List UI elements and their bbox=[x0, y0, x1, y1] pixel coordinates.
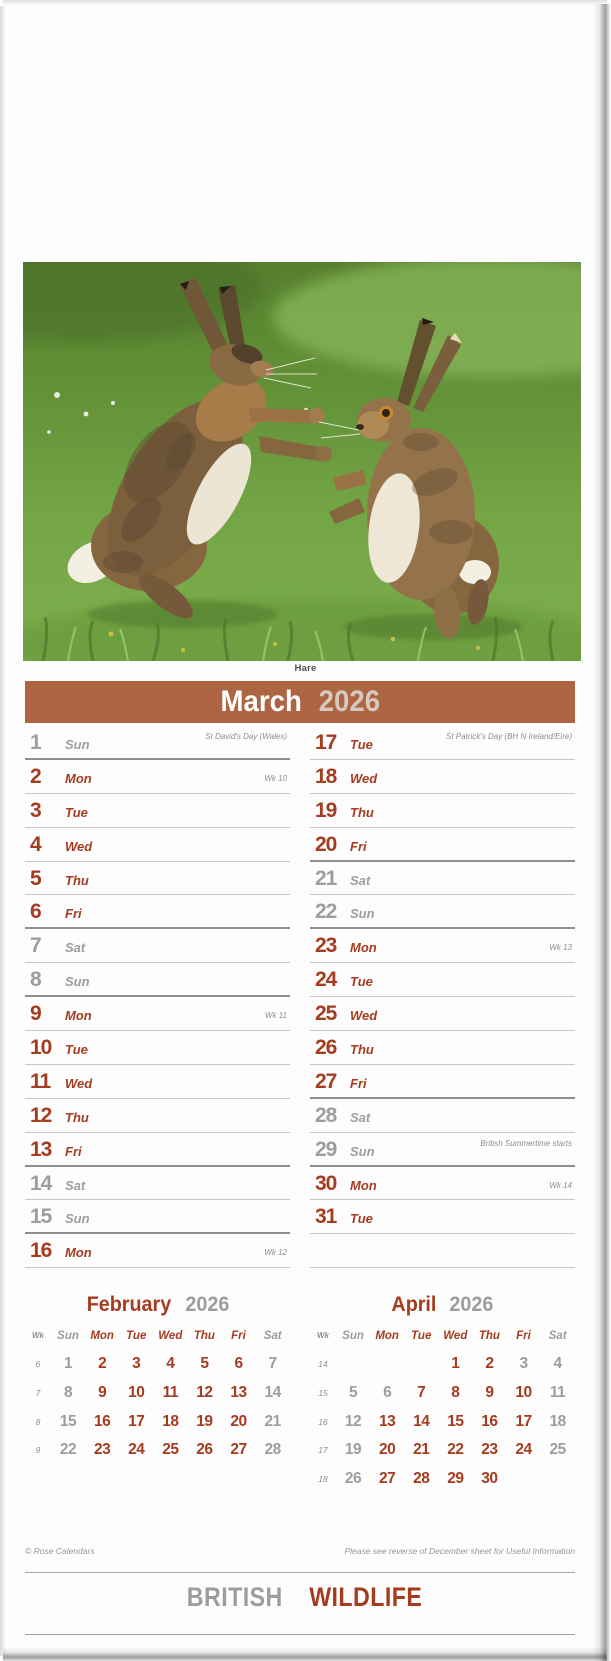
mini-day-cell: 1 bbox=[451, 1355, 460, 1372]
day-row bbox=[25, 862, 290, 896]
day-number: 31 bbox=[315, 1205, 337, 1229]
day-number: 25 bbox=[315, 1002, 337, 1026]
day-annotation: British Summertime starts bbox=[480, 1138, 572, 1148]
day-name: Tue bbox=[350, 1211, 373, 1227]
mini-day-cell: 14 bbox=[413, 1412, 430, 1430]
day-name: Mon bbox=[65, 1245, 92, 1261]
mini-day-cell: 23 bbox=[481, 1441, 498, 1459]
day-name: Thu bbox=[65, 1109, 89, 1125]
mini-week-number: 15 bbox=[318, 1387, 328, 1398]
day-row bbox=[25, 1133, 290, 1167]
mini-day-cell: 23 bbox=[94, 1441, 111, 1459]
day-name: Sun bbox=[350, 1143, 375, 1159]
sheet-shadow-right bbox=[593, 4, 611, 1661]
mini-day-cell: 8 bbox=[451, 1383, 460, 1401]
day-row bbox=[310, 1200, 575, 1234]
mini-day-cell: 21 bbox=[413, 1441, 430, 1459]
mini-day-cell: 8 bbox=[63, 1383, 73, 1401]
mini-day-header: Tue bbox=[411, 1330, 432, 1342]
brand-title bbox=[0, 1582, 611, 1613]
mini-day-cell: 10 bbox=[128, 1383, 145, 1401]
day-number: 23 bbox=[315, 934, 337, 958]
day-number: 22 bbox=[315, 900, 337, 924]
mini-day-cell: 19 bbox=[196, 1412, 213, 1430]
day-row bbox=[310, 1133, 575, 1167]
day-number: 18 bbox=[315, 764, 337, 788]
day-number: 8 bbox=[30, 968, 41, 992]
day-row bbox=[25, 963, 290, 997]
day-name: Mon bbox=[65, 770, 92, 786]
divider-line bbox=[25, 1634, 575, 1635]
mini-day-cell: 14 bbox=[264, 1383, 281, 1401]
day-name: Thu bbox=[350, 804, 374, 820]
wildlife-photo bbox=[23, 262, 581, 661]
mini-day-cell: 24 bbox=[128, 1441, 145, 1459]
mini-day-cell: 5 bbox=[348, 1383, 358, 1401]
day-name: Thu bbox=[350, 1042, 374, 1058]
day-name: Sat bbox=[65, 1177, 86, 1193]
day-number: 30 bbox=[315, 1171, 337, 1195]
mini-day-cell: 16 bbox=[481, 1412, 498, 1430]
mini-day-cell: 17 bbox=[515, 1412, 532, 1430]
mini-week-number: 17 bbox=[318, 1445, 328, 1456]
day-name: Sun bbox=[65, 1211, 90, 1227]
mini-week-number: 14 bbox=[318, 1359, 328, 1369]
mini-day-cell: 22 bbox=[59, 1441, 77, 1459]
mini-day-header: Fri bbox=[231, 1330, 246, 1342]
day-name: Mon bbox=[65, 1008, 92, 1024]
footer-note: Please see reverse of December sheet for Useful Information bbox=[344, 1546, 575, 1556]
day-row bbox=[310, 1167, 575, 1201]
mini-day-header: Wk bbox=[317, 1331, 329, 1340]
mini-day-cell: 2 bbox=[98, 1355, 107, 1372]
mini-day-cell: 12 bbox=[196, 1383, 213, 1401]
mini-day-cell: 28 bbox=[264, 1441, 281, 1459]
mini-week-number: 7 bbox=[35, 1387, 41, 1398]
mini-day-cell: 6 bbox=[383, 1383, 392, 1401]
mini-day-cell bbox=[404, 1349, 438, 1378]
day-name: Wed bbox=[65, 1075, 93, 1091]
day-name: Mon bbox=[350, 940, 377, 956]
mini-day-cell: 1 bbox=[63, 1355, 73, 1372]
day-name: Sun bbox=[65, 737, 90, 752]
mini-day-cell: 21 bbox=[264, 1412, 281, 1430]
day-number: 6 bbox=[30, 900, 41, 924]
mini-day-cell: 20 bbox=[230, 1412, 247, 1430]
mini-day-header: Sun bbox=[57, 1330, 79, 1342]
mini-day-cell: 17 bbox=[128, 1412, 145, 1430]
mini-day-cell: 22 bbox=[447, 1441, 464, 1459]
day-number: 2 bbox=[30, 764, 41, 788]
mini-day-cell: 9 bbox=[485, 1383, 494, 1401]
mini-calendar-title bbox=[25, 1293, 290, 1317]
mini-day-cell: 20 bbox=[379, 1441, 396, 1459]
day-name: Fri bbox=[65, 1143, 82, 1159]
mini-day-header: Thu bbox=[193, 1330, 215, 1342]
mini-day-cell: 27 bbox=[379, 1470, 396, 1488]
day-row bbox=[310, 929, 575, 963]
mini-day-cell bbox=[506, 1464, 540, 1493]
day-name: Sun bbox=[65, 974, 90, 990]
mini-day-cell: 12 bbox=[344, 1412, 362, 1430]
mini-day-header: Mon bbox=[375, 1330, 399, 1342]
day-name: Tue bbox=[65, 1042, 88, 1058]
mini-day-header: Mon bbox=[90, 1330, 114, 1342]
day-number: 14 bbox=[30, 1171, 52, 1195]
day-annotation: Wk 10 bbox=[264, 773, 287, 783]
mini-day-header: Tue bbox=[126, 1330, 147, 1342]
day-name: Wed bbox=[350, 1008, 378, 1024]
day-row bbox=[310, 1099, 575, 1133]
day-row bbox=[310, 862, 575, 896]
mini-day-cell: 16 bbox=[94, 1412, 111, 1430]
month-title: March bbox=[220, 685, 303, 718]
day-name: Sat bbox=[350, 1109, 371, 1125]
day-number: 12 bbox=[30, 1103, 52, 1127]
day-number: 11 bbox=[30, 1069, 51, 1093]
day-annotation: Wk 13 bbox=[549, 943, 572, 953]
day-annotation: Wk 14 bbox=[549, 1180, 572, 1190]
day-row bbox=[25, 1167, 290, 1201]
mini-day-cell: 10 bbox=[515, 1383, 532, 1401]
day-number: 21 bbox=[315, 866, 337, 890]
day-row bbox=[25, 794, 290, 828]
day-row bbox=[310, 726, 575, 760]
mini-day-cell: 27 bbox=[230, 1441, 247, 1459]
day-number: 9 bbox=[30, 1002, 41, 1026]
day-row bbox=[25, 760, 290, 794]
mini-day-cell: 15 bbox=[447, 1412, 464, 1430]
day-number: 13 bbox=[30, 1137, 52, 1161]
footer bbox=[25, 1546, 575, 1556]
day-row bbox=[25, 1031, 290, 1065]
mini-month-year: 2026 bbox=[185, 1293, 230, 1316]
day-number: 15 bbox=[30, 1205, 52, 1229]
mini-day-cell: 28 bbox=[413, 1470, 430, 1488]
day-row bbox=[310, 895, 575, 929]
day-number: 19 bbox=[315, 798, 337, 822]
day-name: Wed bbox=[65, 838, 93, 854]
mini-day-header: Sun bbox=[342, 1330, 364, 1342]
mini-day-cell: 13 bbox=[379, 1412, 396, 1430]
mini-day-cell: 7 bbox=[417, 1383, 426, 1401]
mini-calendar-april bbox=[310, 1293, 575, 1493]
month-header-bar bbox=[25, 681, 575, 723]
mini-month-name: April bbox=[391, 1293, 437, 1316]
mini-day-cell: 6 bbox=[234, 1355, 243, 1372]
mini-day-cell bbox=[541, 1464, 575, 1493]
day-annotation: St David's Day (Wales) bbox=[205, 732, 287, 741]
day-number: 17 bbox=[315, 731, 337, 754]
mini-calendar-february bbox=[25, 1293, 290, 1464]
day-row bbox=[25, 1234, 290, 1268]
day-name: Tue bbox=[350, 974, 373, 990]
mini-calendar-grid bbox=[310, 1326, 575, 1493]
mini-month-year: 2026 bbox=[449, 1293, 494, 1316]
day-row bbox=[25, 929, 290, 963]
mini-day-header: Sat bbox=[548, 1330, 567, 1342]
day-number: 10 bbox=[30, 1036, 52, 1060]
mini-calendar-grid bbox=[25, 1326, 290, 1464]
day-row bbox=[25, 1065, 290, 1099]
mini-day-cell: 25 bbox=[549, 1441, 566, 1459]
mini-day-cell: 2 bbox=[485, 1355, 494, 1372]
mini-day-header: Thu bbox=[478, 1330, 500, 1342]
mini-day-cell: 29 bbox=[447, 1470, 464, 1488]
day-row bbox=[25, 828, 290, 862]
mini-day-cell: 19 bbox=[344, 1441, 362, 1459]
day-annotation: St Patrick's Day (BH N Ireland/Eire) bbox=[445, 732, 572, 741]
day-row bbox=[310, 1234, 575, 1268]
day-number: 7 bbox=[30, 934, 41, 958]
day-number: 4 bbox=[30, 832, 41, 856]
brand-first-word: BRITISH bbox=[187, 1582, 283, 1612]
day-name: Fri bbox=[350, 838, 367, 854]
day-row bbox=[25, 1099, 290, 1133]
day-number: 29 bbox=[315, 1137, 337, 1161]
sheet-shadow-bottom bbox=[3, 1647, 607, 1661]
day-row bbox=[310, 794, 575, 828]
mini-day-cell: 18 bbox=[162, 1412, 179, 1430]
mini-day-cell: 26 bbox=[344, 1470, 362, 1488]
mini-day-cell: 25 bbox=[162, 1441, 179, 1459]
mini-week-number: 16 bbox=[318, 1416, 328, 1427]
day-name: Mon bbox=[350, 1177, 377, 1193]
copyright-text: © Rose Calendars bbox=[25, 1546, 95, 1556]
day-name: Sat bbox=[65, 940, 86, 956]
day-row bbox=[25, 1200, 290, 1234]
mini-day-cell: 3 bbox=[519, 1355, 528, 1372]
day-row bbox=[310, 1065, 575, 1099]
mini-day-cell: 9 bbox=[98, 1383, 107, 1401]
sheet-shadow-top bbox=[3, 0, 607, 5]
day-name: Fri bbox=[65, 906, 82, 922]
divider-line bbox=[25, 1572, 575, 1573]
mini-day-cell: 11 bbox=[549, 1383, 566, 1401]
mini-week-number: 18 bbox=[318, 1474, 328, 1485]
day-number: 26 bbox=[315, 1036, 337, 1060]
day-number: 16 bbox=[30, 1239, 52, 1263]
day-number: 27 bbox=[315, 1069, 337, 1093]
hares-boxing-illustration bbox=[23, 262, 581, 661]
mini-day-header: Wed bbox=[443, 1330, 468, 1342]
day-row bbox=[310, 1031, 575, 1065]
day-annotation: Wk 12 bbox=[264, 1248, 287, 1258]
mini-month-name: February bbox=[86, 1293, 172, 1316]
day-row bbox=[25, 997, 290, 1031]
day-number: 1 bbox=[30, 731, 41, 754]
day-row bbox=[310, 760, 575, 794]
day-name: Thu bbox=[65, 872, 89, 888]
brand-second-word: WILDLIFE bbox=[309, 1582, 423, 1612]
day-number: 20 bbox=[315, 832, 337, 856]
mini-day-cell: 13 bbox=[230, 1383, 247, 1401]
mini-day-cell: 26 bbox=[196, 1441, 213, 1459]
day-number: 28 bbox=[315, 1103, 337, 1127]
mini-week-number: 8 bbox=[35, 1416, 41, 1427]
day-row bbox=[310, 997, 575, 1031]
day-row bbox=[310, 963, 575, 997]
mini-day-cell: 3 bbox=[132, 1355, 141, 1372]
mini-day-header: Fri bbox=[516, 1330, 531, 1342]
mini-day-cell bbox=[336, 1349, 370, 1378]
day-row bbox=[25, 726, 290, 760]
day-name: Tue bbox=[350, 737, 373, 752]
month-year: 2026 bbox=[318, 685, 381, 718]
mini-day-cell: 4 bbox=[553, 1355, 562, 1372]
mini-day-cell bbox=[370, 1349, 404, 1378]
day-number: 5 bbox=[30, 866, 41, 890]
mini-week-number: 6 bbox=[35, 1359, 41, 1369]
day-name: Sun bbox=[350, 906, 375, 922]
mini-day-cell: 7 bbox=[268, 1355, 277, 1372]
mini-day-header: Sat bbox=[263, 1330, 282, 1342]
mini-calendar-title bbox=[310, 1293, 575, 1317]
day-name: Sat bbox=[350, 872, 371, 888]
day-number: 24 bbox=[315, 968, 337, 992]
day-column-left bbox=[25, 726, 290, 1268]
photo-caption: Hare bbox=[294, 663, 317, 674]
day-number: 3 bbox=[30, 798, 41, 822]
mini-day-cell: 24 bbox=[515, 1441, 532, 1459]
mini-day-cell: 15 bbox=[59, 1412, 77, 1430]
mini-day-cell: 11 bbox=[162, 1383, 179, 1401]
mini-day-cell: 5 bbox=[200, 1355, 209, 1372]
sheet-shadow-left bbox=[0, 6, 6, 1656]
day-name: Fri bbox=[350, 1075, 367, 1091]
day-row bbox=[25, 895, 290, 929]
mini-day-header: Wed bbox=[158, 1330, 183, 1342]
day-name: Tue bbox=[65, 804, 88, 820]
mini-day-cell: 30 bbox=[481, 1470, 498, 1488]
day-name: Wed bbox=[350, 770, 378, 786]
day-row bbox=[310, 828, 575, 862]
day-annotation: Wk 11 bbox=[264, 1011, 287, 1021]
mini-week-number: 9 bbox=[35, 1445, 41, 1456]
mini-day-header: Wk bbox=[32, 1331, 44, 1340]
day-column-right bbox=[310, 726, 575, 1268]
mini-day-cell: 18 bbox=[549, 1412, 566, 1430]
mini-day-cell: 4 bbox=[166, 1355, 175, 1372]
